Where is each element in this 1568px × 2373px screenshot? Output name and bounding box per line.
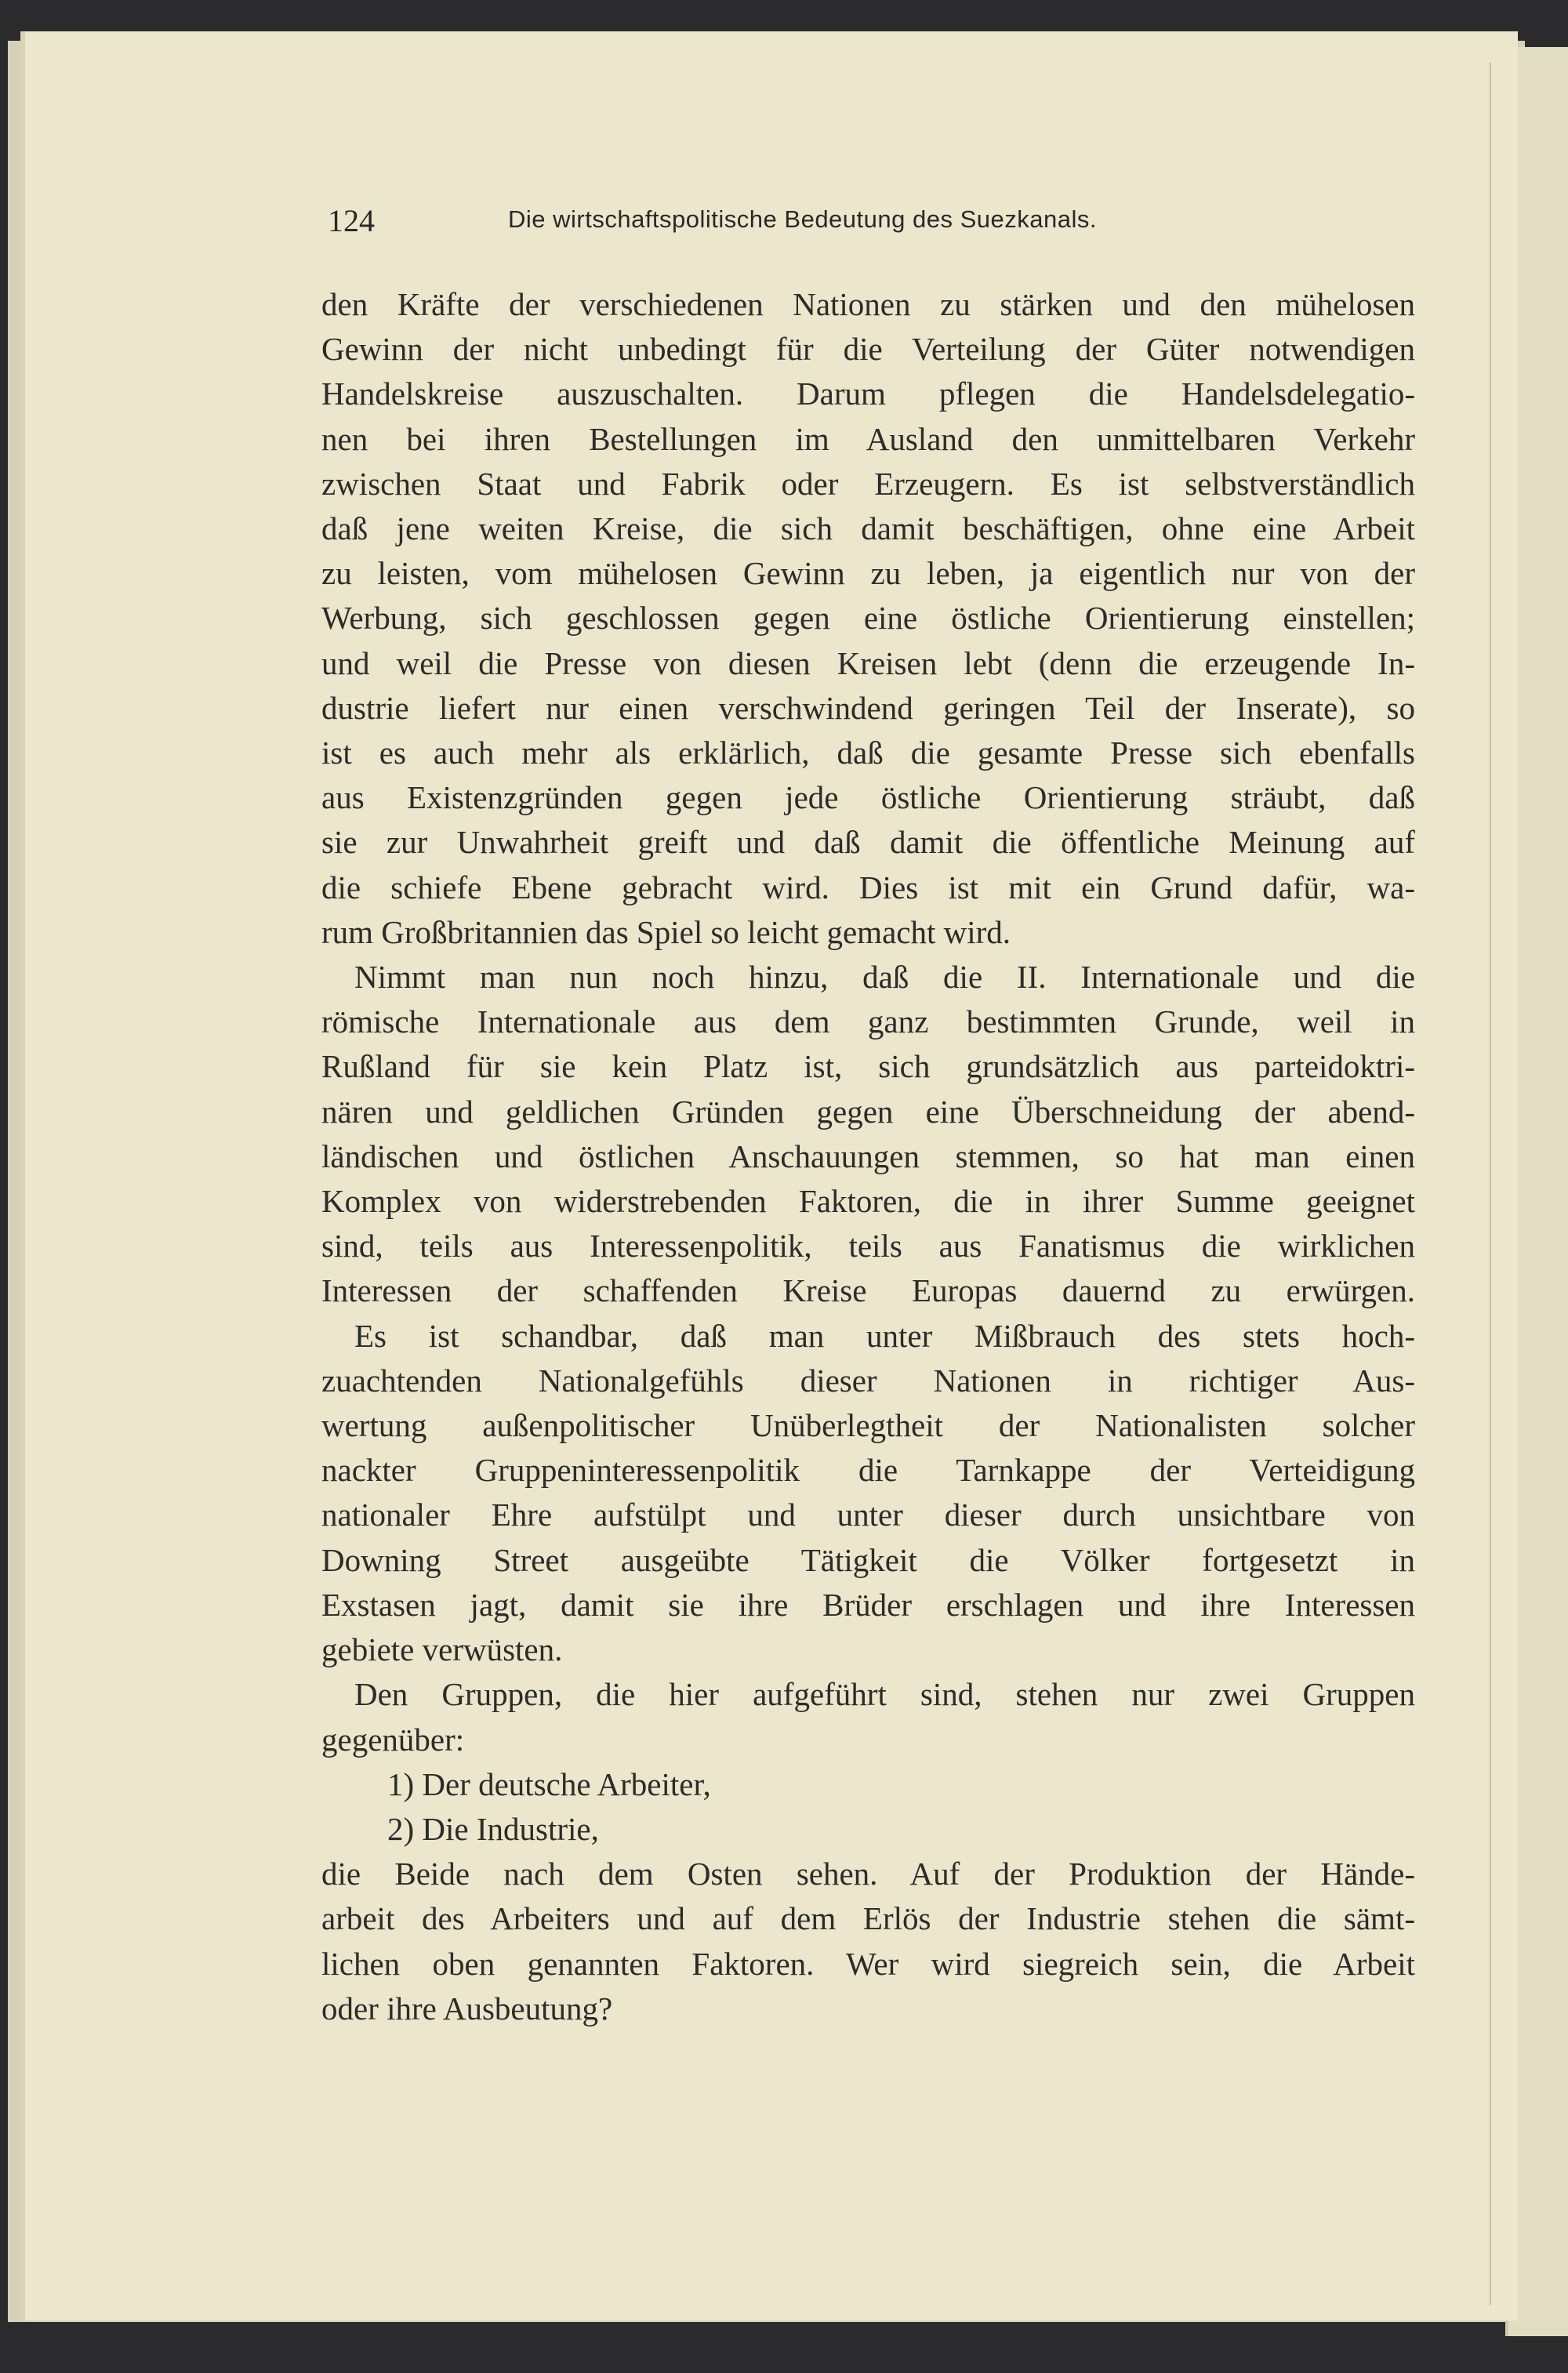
text-line: Gewinn der nicht unbedingt für die Verteilung der Güter notwendigen [321, 331, 1415, 368]
text-line: Es ist schandbar, daß man unter Mißbrauch des stets hoch- [354, 1317, 1415, 1354]
text-line: nationaler Ehre aufstülpt und unter dieser durch unsichtbare von [321, 1497, 1415, 1533]
text-line: den Kräfte der verschiedenen Nationen zu stärken und den mühelosen [321, 286, 1415, 322]
text-line: Rußland für sie kein Platz ist, sich grundsätzlich aus parteidoktri- [321, 1048, 1415, 1085]
list-item: 1) Der deutsche Arbeiter, [387, 1765, 711, 1802]
text-line: gebiete verwüsten. [321, 1631, 563, 1668]
text-line: dustrie liefert nur einen verschwindend geringen Teil der Inserate), so [321, 689, 1415, 726]
text-line: zuachtenden Nationalgefühls dieser Nationen in richtiger Aus- [321, 1362, 1415, 1399]
text-line: sie zur Unwahrheit greift und daß damit die öffentliche Meinung auf [321, 824, 1415, 861]
text-line: daß jene weiten Kreise, die sich damit beschäftigen, ohne eine Arbeit [321, 510, 1415, 547]
text-line: römische Internationale aus dem ganz bestimmten Grunde, weil in [321, 1003, 1415, 1040]
text-line: oder ihre Ausbeutung? [321, 1990, 613, 2026]
text-line: lichen oben genannten Faktoren. Wer wird siegreich sein, die Arbeit [321, 1945, 1415, 1982]
text-line: ist es auch mehr als erklärlich, daß die gesamte Presse sich ebenfalls [321, 735, 1415, 771]
page-gutter [1490, 63, 1491, 2305]
running-title: Die wirtschaftspolitische Bedeutung des Suezkanals. [508, 205, 1097, 233]
text-line: ländischen und östlichen Anschauungen stemmen, so hat man einen [321, 1138, 1415, 1174]
text-line: aus Existenzgründen gegen jede östliche Orientierung sträubt, daß [321, 779, 1415, 816]
text-line: nen bei ihren Bestellungen im Ausland den unmittelbaren Verkehr [321, 420, 1415, 457]
text-line: nackter Gruppeninteressenpolitik die Tarnkappe der Verteidigung [321, 1452, 1415, 1489]
text-line: sind, teils aus Interessenpolitik, teils aus Fanatismus die wirklichen [321, 1228, 1415, 1265]
body-text [321, 282, 1415, 2031]
text-line: arbeit des Arbeiters und auf dem Erlös der Industrie stehen die sämt- [321, 1900, 1415, 1937]
text-line: Nimmt man nun noch hinzu, daß die II. Internationale und die [354, 959, 1415, 996]
text-line: und weil die Presse von diesen Kreisen lebt (denn die erzeugende In- [321, 644, 1415, 681]
text-line: wertung außenpolitischer Unüberlegtheit der Nationalisten solcher [321, 1407, 1415, 1444]
text-line: nären und geldlichen Gründen gegen eine Überschneidung der abend- [321, 1093, 1415, 1130]
text-line: Interessen der schaffenden Kreise Europas dauernd zu erwürgen. [321, 1272, 1415, 1309]
text-line: die schiefe Ebene gebracht wird. Dies ist mit ein Grund dafür, wa- [321, 869, 1415, 905]
text-line: Werbung, sich geschlossen gegen eine östliche Orientierung einstellen; [321, 600, 1415, 637]
page-number: 124 [328, 203, 375, 238]
list-item: 2) Die Industrie, [387, 1810, 599, 1847]
running-header [328, 202, 1229, 249]
text-line: zu leisten, vom mühelosen Gewinn zu leben, ja eigentlich nur von der [321, 555, 1415, 592]
text-line: Downing Street ausgeübte Tätigkeit die Völker fortgesetzt in [321, 1541, 1415, 1578]
text-line: zwischen Staat und Fabrik oder Erzeugern. Es ist selbstverständlich [321, 465, 1415, 502]
text-line: Den Gruppen, die hier aufgeführt sind, stehen nur zwei Gruppen [354, 1676, 1415, 1713]
text-line: Exstasen jagt, damit sie ihre Brüder erschlagen und ihre Interessen [321, 1586, 1415, 1623]
text-line: rum Großbritannien das Spiel so leicht gemacht wird. [321, 913, 1011, 950]
text-line: Handelskreise auszuschalten. Darum pflegen die Handelsdelegatio- [321, 376, 1415, 412]
text-line: die Beide nach dem Osten sehen. Auf der Produktion der Hände- [321, 1856, 1415, 1892]
text-line: gegenüber: [321, 1721, 465, 1758]
text-line: Komplex von widerstrebenden Faktoren, die in ihrer Summe geeignet [321, 1183, 1415, 1220]
